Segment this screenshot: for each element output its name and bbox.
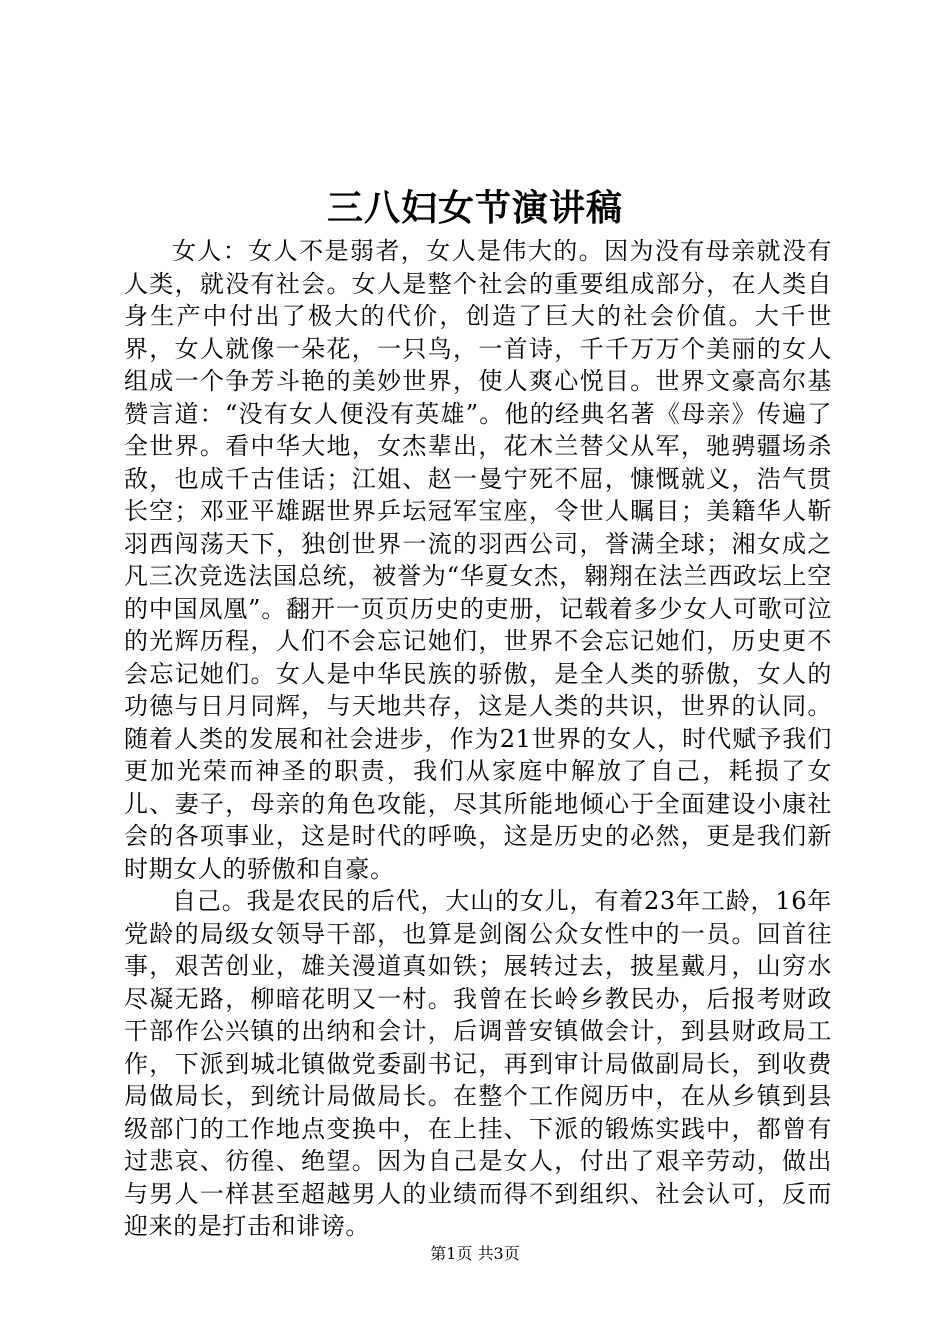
page-footer: 第1页 共3页 bbox=[430, 1244, 520, 1263]
paragraph: 女人：女人不是弱者，女人是伟大的。因为没有母亲就没有人类，就没有社会。女人是整个社会的重要组成部分，在人类自身生产中付出了极大的代价，创造了巨大的社会价值。大千世界，女人就像一朵花，一只鸟，一首诗，千千万万个美丽的女人组成一个争芳斗艳的美妙世界，使人爽心悦目。世界文豪高尔基赞言道：“没有女人便没有英雄”。他的经典名著《母亲》传遍了全世界。看中华大地，女杰辈出，花木兰替父从军，驰骋疆场杀敌，也成千古佳话；江姐、赵一曼宁死不屈，慷慨就义，浩气贯长空；邓亚平雄踞世界乒坛冠军宝座，令世人瞩目；美籍华人靳羽西闯荡天下，独创世界一流的羽西公司，誉满全球；湘女成之凡三次竞选法国总统，被誉为“华夏女杰，翱翔在法兰西政坛上空的中国凤凰”。翻开一页页历史的吏册，记载着多少女人可歌可泣的光辉历程，人们不会忘记她们，世界不会忘记她们，历史更不会忘记她们。女人是中华民族的骄傲，是全人类的骄傲，女人的功德与日月同辉，与天地共存，这是人类的共识，世界的认同。随着人类的发展和社会进步，作为21世界的女人，时代赋予我们更加光荣而神圣的职责，我们从家庭中解放了自己，耗损了女儿、妻子，母亲的角色攻能，尽其所能地倾心于全面建设小康社会的各项事业，这是时代的呼唤，这是历史的必然，更是我们新时期女人的骄傲和自豪。 bbox=[124, 237, 832, 883]
document-body bbox=[124, 235, 832, 1243]
paragraph: 自己。我是农民的后代，大山的女儿，有着23年工龄，16年党龄的局级女领导干部，也算是剑阁公众女性中的一员。回首往事，艰苦创业，雄关漫道真如铁；展转过去，披星戴月，山穷水尽凝无路，柳暗花明又一村。我曾在长岭乡教民办，后报考财政干部作公兴镇的出纳和会计，后调普安镇做会计，到县财政局工作，下派到城北镇做党委副书记，再到审计局做副局长，到收费局做局长，到统计局做局长。在整个工作阅历中，在从乡镇到县级部门的工作地点变换中，在上挂、下派的锻炼实践中，都曾有过悲哀、彷徨、绝望。因为自己是女人，付出了艰辛劳动，做出与男人一样甚至超越男人的业绩而得不到组织、社会认可，反而迎来的是打击和诽谤。 bbox=[124, 887, 832, 1240]
document-title: 三八妇女节演讲稿 bbox=[326, 187, 623, 229]
